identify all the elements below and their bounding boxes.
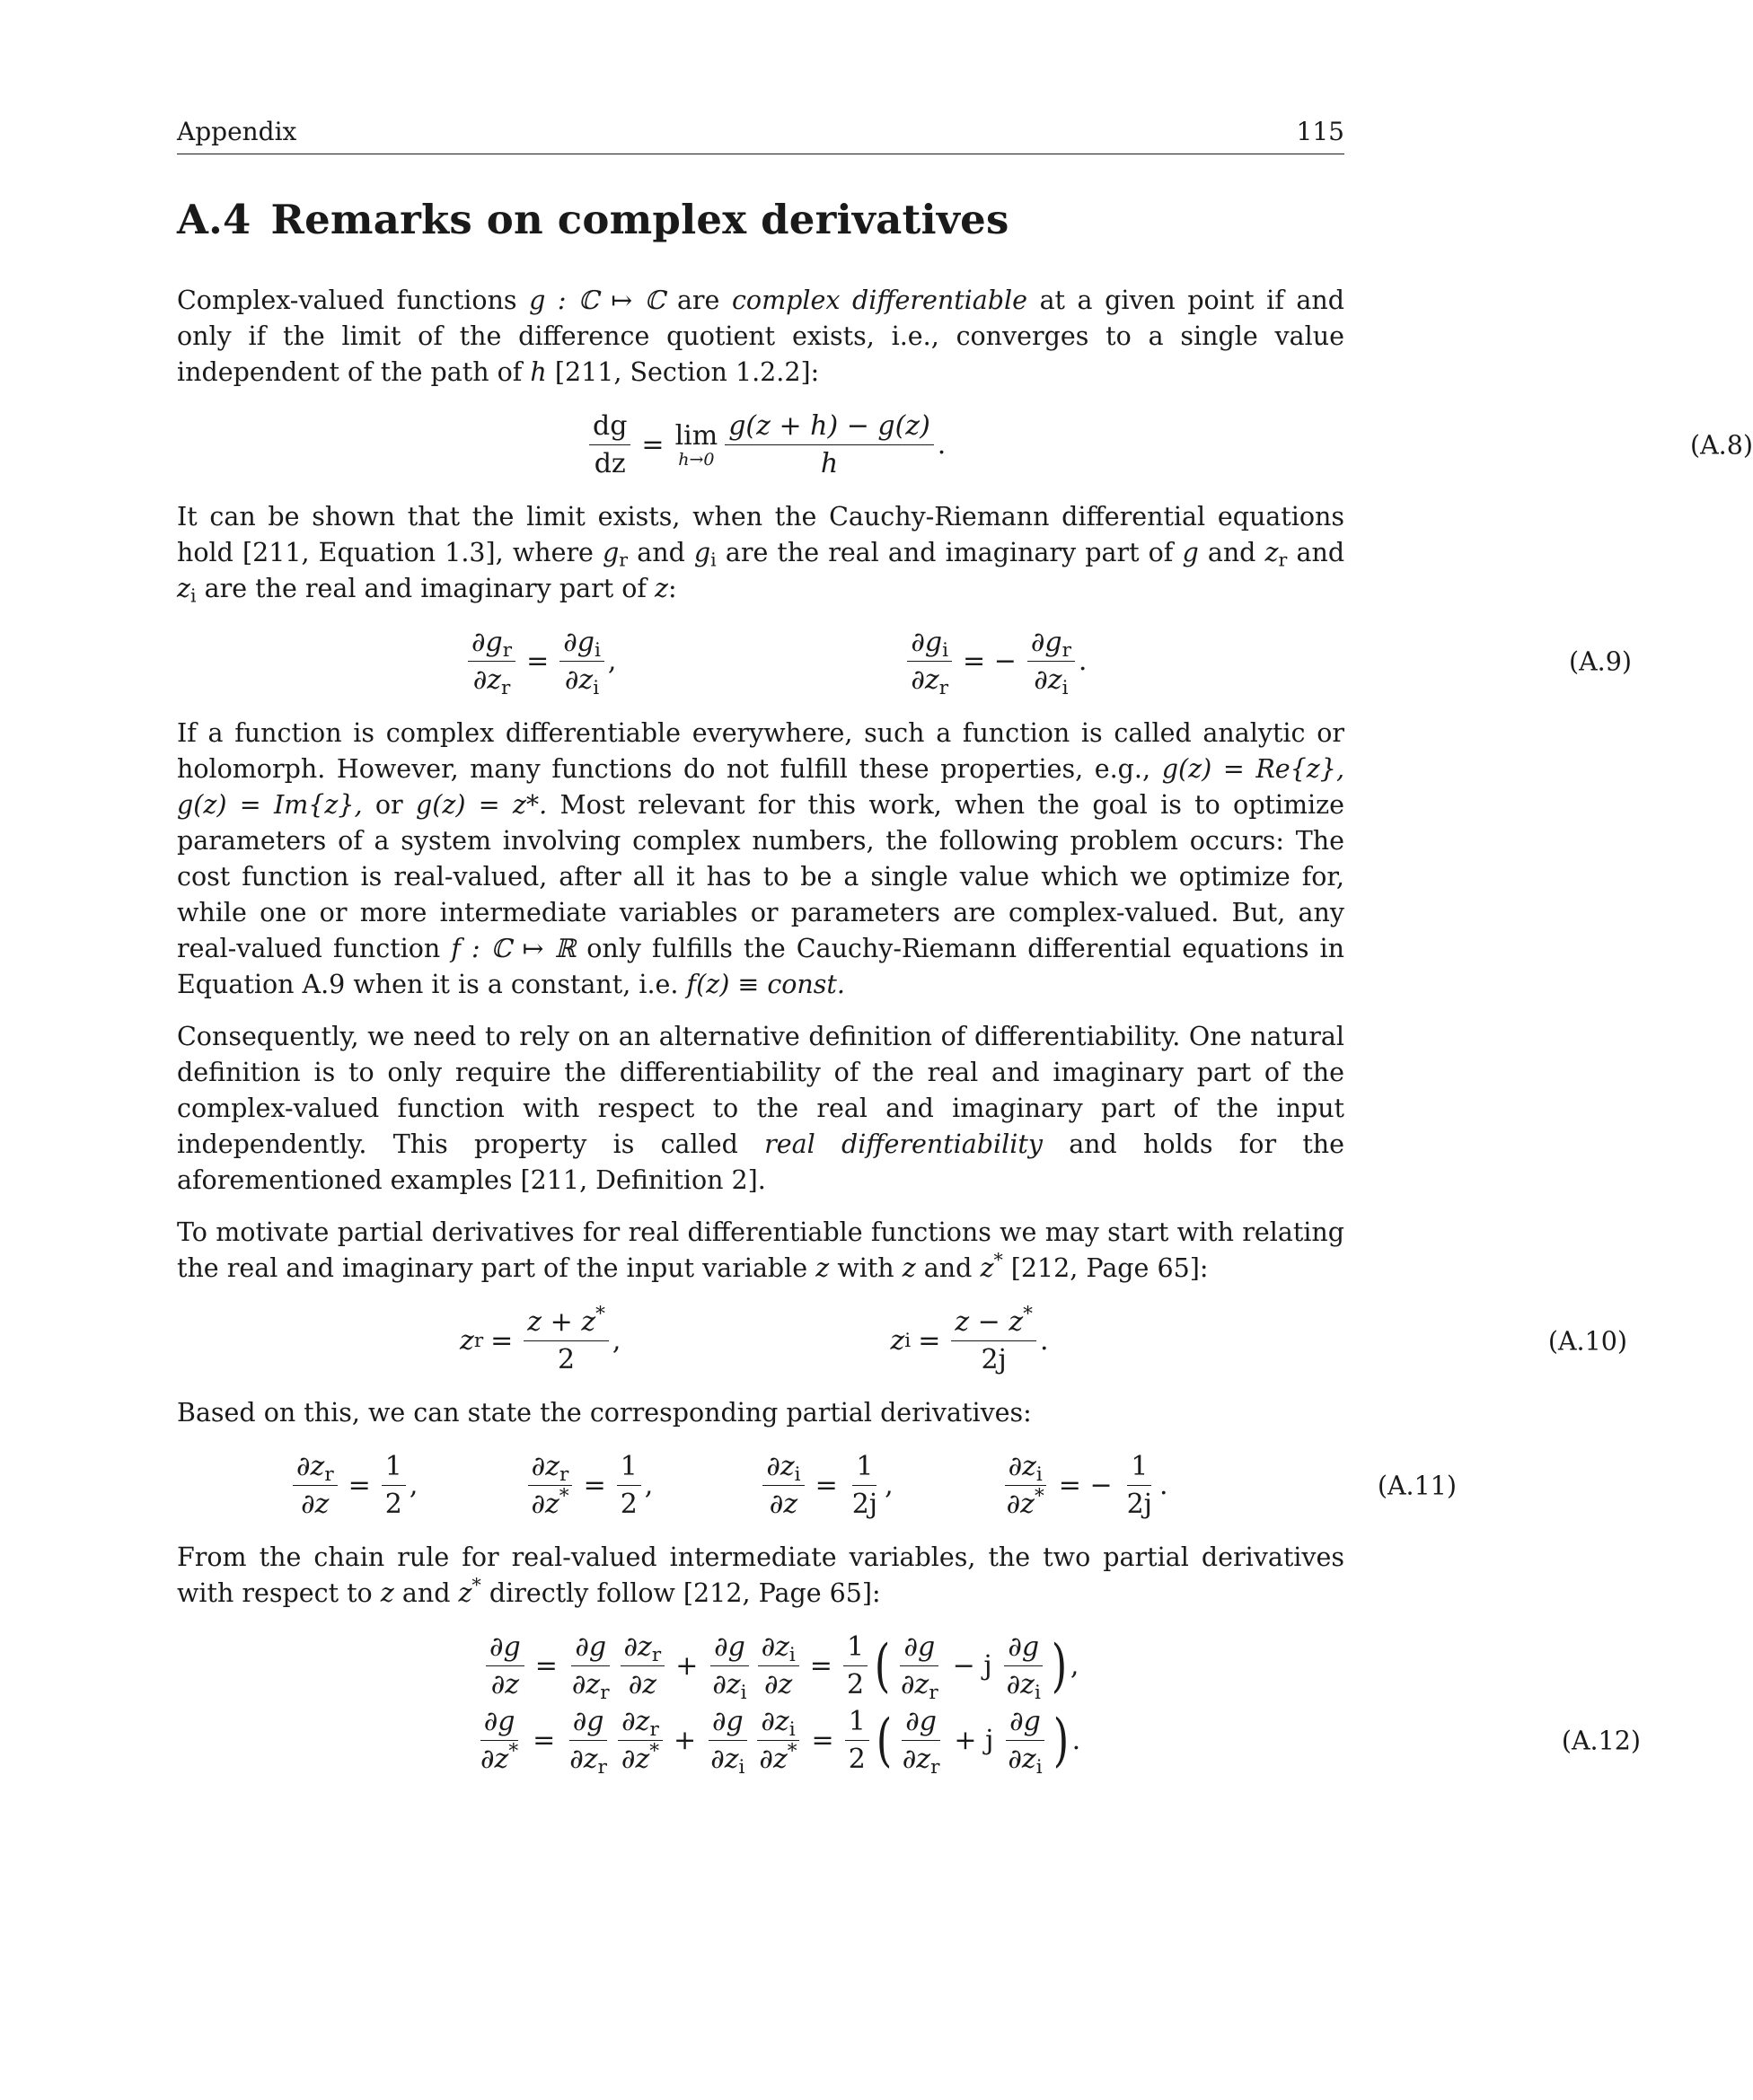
paragraph-6: Based on this, we can state the corresponding partial derivatives: (177, 1398, 1032, 1428)
equation-A12 (177, 1631, 1641, 1779)
paragraph-5: To motivate partial derivatives for real differentiable functions we may start with relating the real and imaginary part of the input variable z with z and z* [212, Page 65]: (177, 1217, 1344, 1283)
paragraph-3: If a function is complex differentiable everywhere, such a function is called analytic or holomorph. However, many functions do not fulfill these properties, e.g., g(z) = Re{z}, g(z) = Im{z}, or g(z) = z*. Most relevant for this work, when the goal is to optimize parameters of a system involving complex numbers, the following problem occurs: The cost function is real-valued, after all it has to be a single value which we optimize for, while one or more intermediate variables or parameters are complex-valued. But, any real-valued function f : ℂ ↦ ℝ only fulfills the Cauchy-Riemann differential equations in Equation A.9 when it is a constant, i.e. f(z) ≡ const. (177, 718, 1345, 999)
equation-A9: $\frac{\partial g_r}{\partial z_r}$ = $\frac{\partial g_i}{\partial z_i}$ , $\frac{\partial g_i}{\partial z_r}$ = − $\frac{\partial g_r}{\partial z_i}$ . (A.9) (177, 627, 1632, 696)
equation-A12-line2: $\frac{\partial g}{\partial z^*}$ = $\frac{\partial g}{\partial z_r}$ $\frac{\partial z_r}{\partial z^*}$ + $\frac{\partial g}{\partial z_i}$ $\frac{\partial z_i}{\partial z^*}$ = $\frac{1}{2}$ ( $\frac{\partial g}{\partial z_r}$ + j $\frac{\partial g}{\partial z_i}$ ) . (A.12) (480, 1706, 1641, 1779)
section-title: Remarks on complex derivatives (270, 196, 1009, 243)
fraction-dg-dz: $\frac{dg}{dz}$ (589, 410, 630, 479)
equation-label-A11: (A.11) (1377, 1471, 1457, 1500)
equation-A10: z r = $\frac{z + z^*}{2}$ , z i = $\frac{z - z^*}{2j}$ . (A.10) (460, 1303, 1627, 1375)
equation-label-A9: (A.9) (1568, 646, 1632, 676)
term-complex-differentiable: complex differentiable (731, 286, 1028, 315)
paragraph-2: It can be shown that the limit exists, when the Cauchy-Riemann differential equations hold [211, Equation 1.3], where $g_r$ and $g_i$ are the real and imaginary part of g and $z_r$ and $z_i$ are the real and imaginary part of z: (177, 502, 1345, 607)
fraction-difference-quotient: $\frac{g(z + h) - g(z)}{h}$ (725, 410, 934, 479)
limit-operator: lim h→0 (674, 420, 718, 470)
paragraph-1: Complex-valued functions g : ℂ ↦ ℂ are complex differentiable at a given point if and only if the limit of the difference quotient exists, i.e., converges to a single value independent of the path of h [211, Section 1.2.2]: (177, 286, 1344, 387)
header-chapter: Appendix (177, 117, 297, 146)
section-heading (177, 196, 1344, 243)
paragraph-7: From the chain rule for real-valued intermediate variables, the two partial derivatives with respect to z and z* directly follow [212, Page 65]: (177, 1542, 1344, 1608)
equation-A12-line1: $\frac{\partial g}{\partial z}$ = $\frac{\partial g}{\partial z_r}$ $\frac{\partial z_r}{\partial z}$ + $\frac{\partial g}{\partial z_i}$ $\frac{\partial z_i}{\partial z}$ = $\frac{1}{2}$ ( $\frac{\partial g}{\partial z_r}$ − j $\frac{\partial g}{\partial z_i}$ ) , (177, 1631, 1650, 1700)
document-page (177, 117, 1753, 1779)
paragraph-4: Consequently, we need to rely on an alternative definition of differentiability. One natural definition is to only require the differentiability of the real and imaginary part of the complex-valued function with respect to the real and imaginary part of the input independently. This property is called real differentiability and holds for the aforementioned examples [211, Definition 2]. (177, 1022, 1345, 1195)
running-header (177, 117, 1344, 154)
equation-A8: $\frac{dg}{dz}$ = lim h→0 $\frac{g(z + h) - g(z)}{h}$ . (A.8) (177, 410, 1753, 479)
equation-A11: $\frac{\partial z_r}{\partial z}$ = $\frac{1}{2}$ , $\frac{\partial z_r}{\partial z^*}$ = $\frac{1}{2}$ , $\frac{\partial z_i}{\partial z}$ = $\frac{1}{2j}$ , $\frac{\partial z_i}{\partial z^*}$ = − $\frac{1}{2j}$ . (A.11) (177, 1451, 1457, 1520)
header-page-number: 115 (1296, 117, 1344, 146)
term-real-differentiability: real differentiability (764, 1129, 1043, 1159)
equation-label-A8: (A.8) (1689, 430, 1753, 460)
equation-label-A10: (A.10) (1547, 1326, 1627, 1356)
equation-label-A12: (A.12) (1561, 1726, 1641, 1755)
section-number: A.4 (177, 196, 251, 243)
